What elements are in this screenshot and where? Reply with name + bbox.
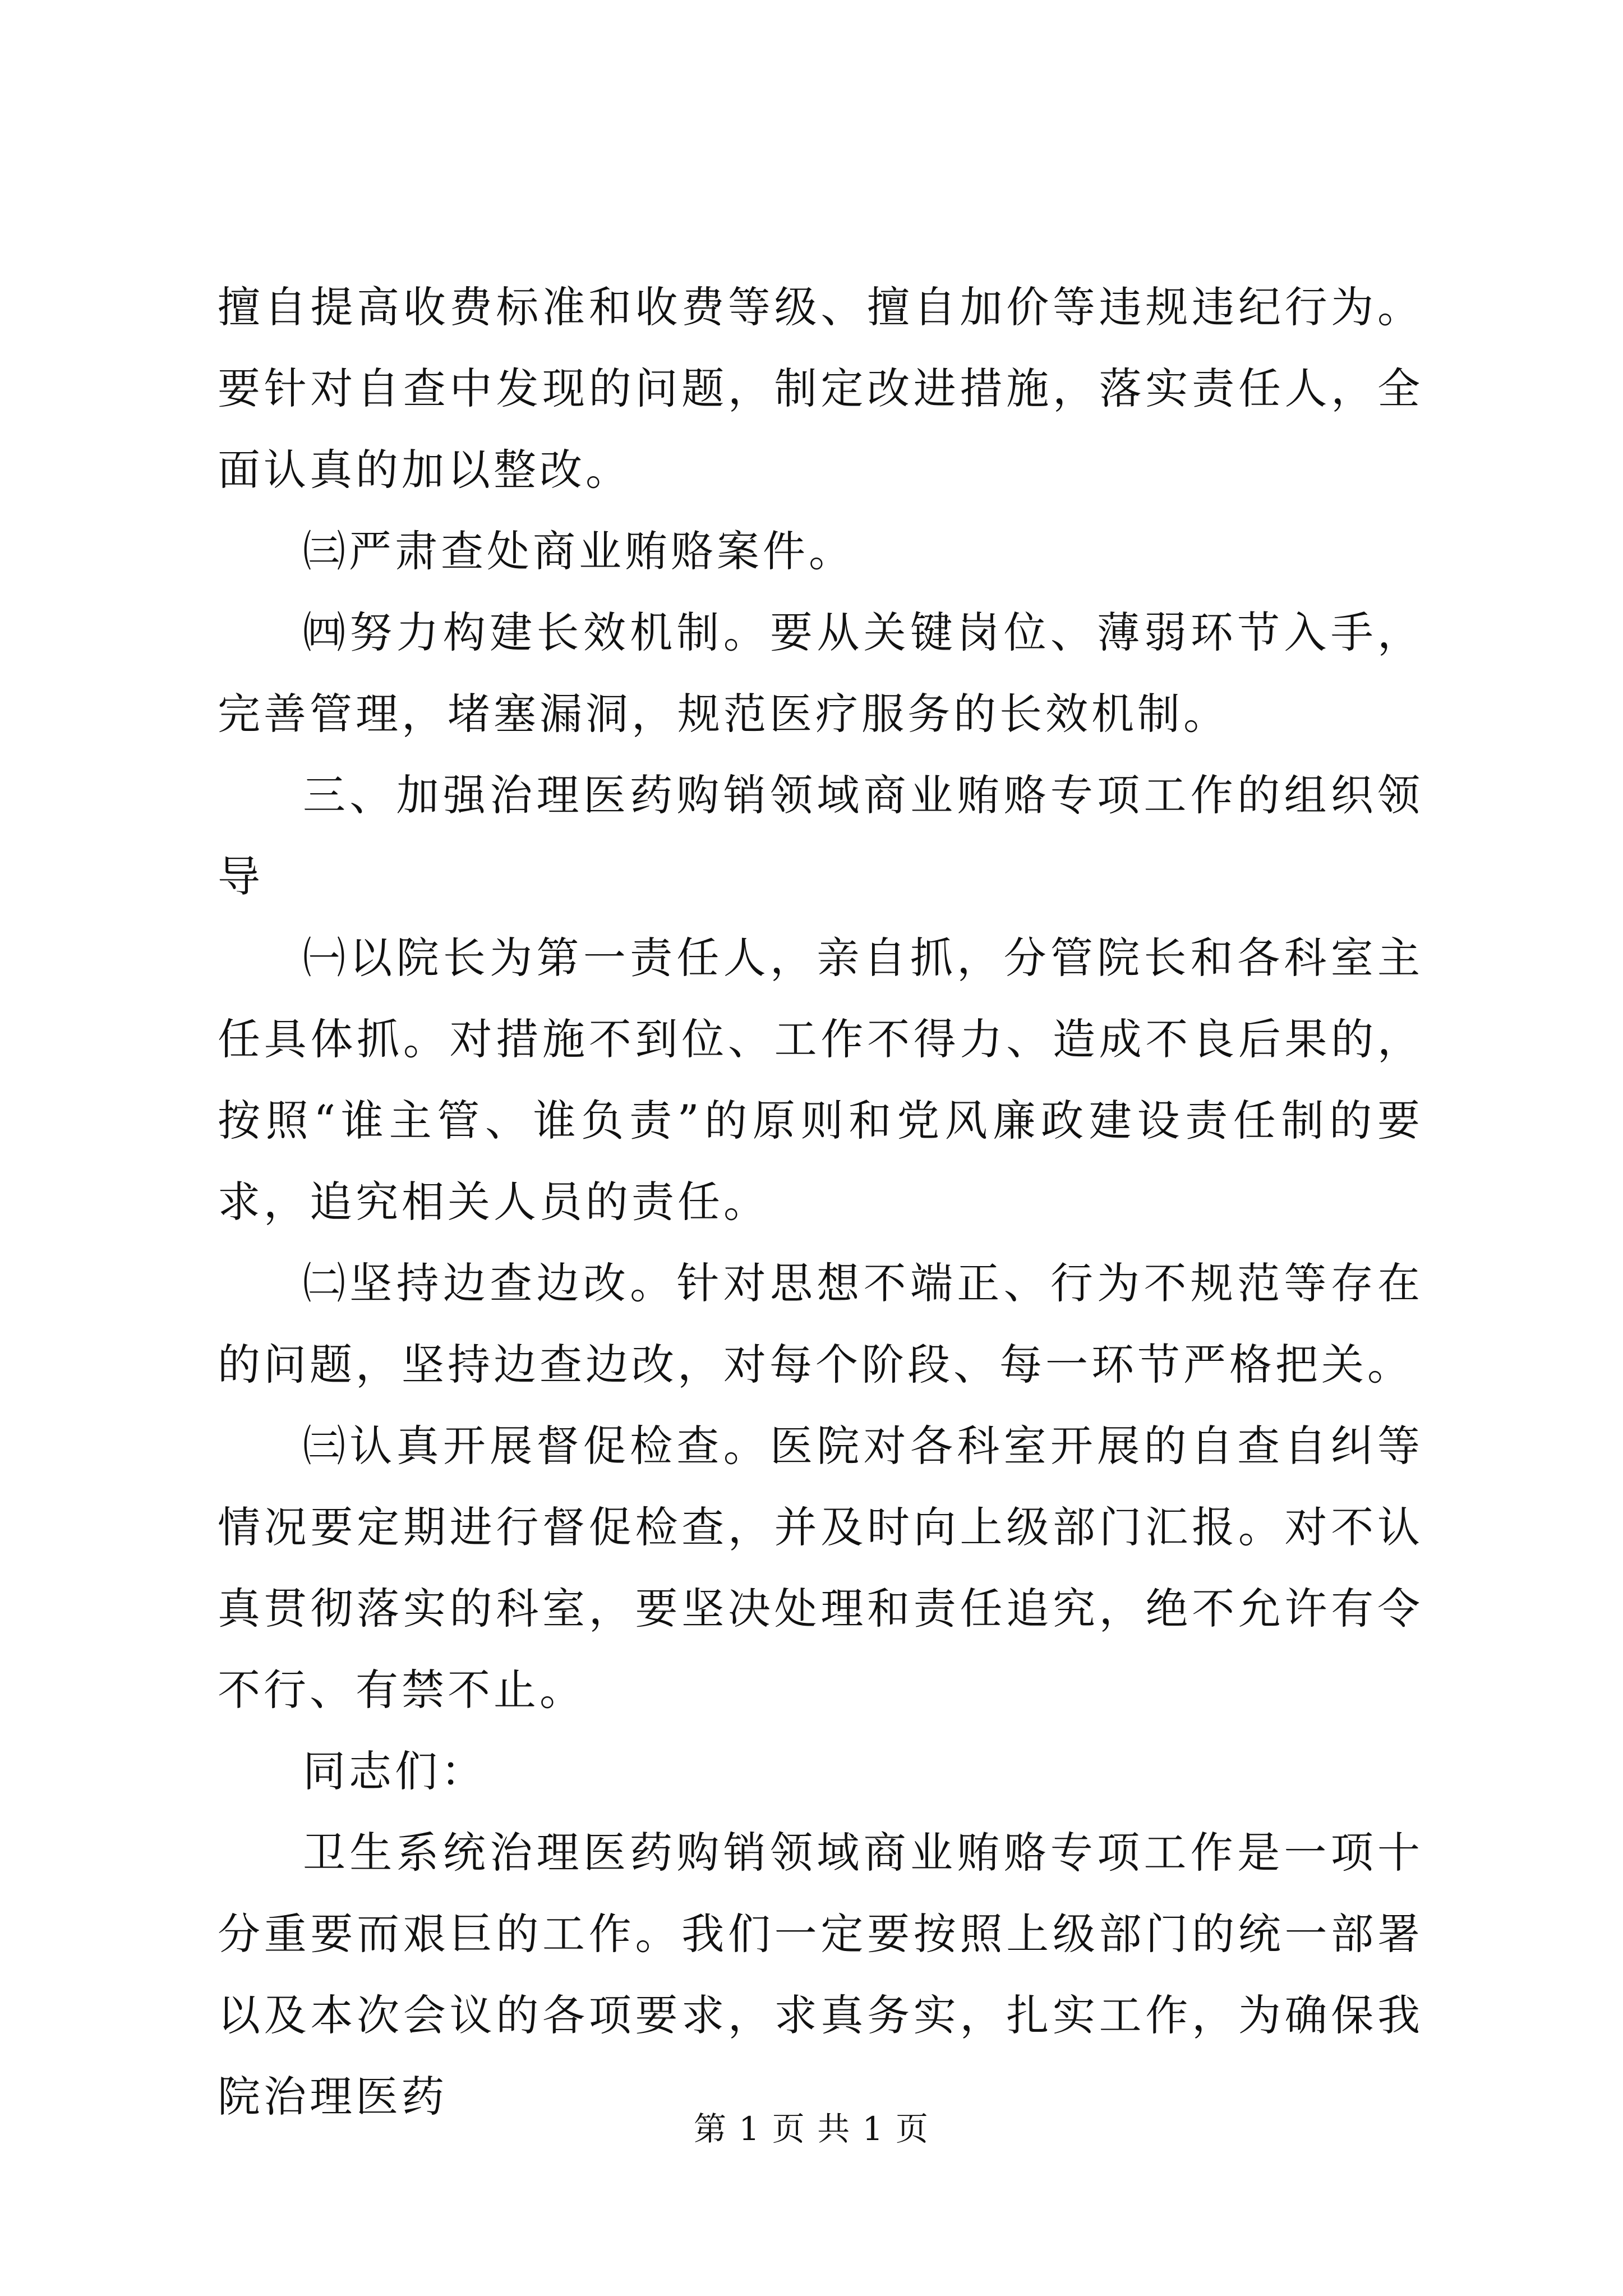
- section-heading-3: 三、加强治理医药购销领域商业贿赂专项工作的组织领导: [218, 770, 1423, 901]
- paragraph-item-1-leadership: ㈠以院长为第一责任人，亲自抓，分管院长和各科室主任具体抓。对措施不到位、工作不得力、造成不良后果的，按照“谁主管、谁负责”的原则和党风廉政建设责任制的要求，追究相关人员的责任。: [218, 933, 1423, 1227]
- paragraph-item-3-investigate: ㈢严肃查处商业贿赂案件。: [303, 526, 855, 576]
- page-footer: [0, 2106, 1623, 2151]
- paragraph-closing: 卫生系统治理医药购销领域商业贿赂专项工作是一项十分重要而艰巨的工作。我们一定要按照上级部门的统一部署以及本次会议的各项要求，求真务实，扎实工作，为确保我院治理医药: [218, 1828, 1423, 2122]
- paragraph-item-2-rectify: ㈡坚持边查边改。针对思想不端正、行为不规范等存在的问题，坚持边查边改，对每个阶段、每一环节严格把关。: [218, 1258, 1423, 1389]
- paragraph-continuation: 擅自提高收费标准和收费等级、擅自加价等违规违纪行为。要针对自查中发现的问题，制定改进措施，落实责任人，全面认真的加以整改。: [218, 282, 1423, 495]
- salutation: 同志们：: [303, 1746, 487, 1796]
- paragraph-item-4-mechanism: ㈣努力构建长效机制。要从关键岗位、薄弱环节入手，完善管理，堵塞漏洞，规范医疗服务的长效机制。: [218, 608, 1423, 739]
- page-number-label: 第 1 页 共 1 页: [694, 2110, 929, 2148]
- document-body: [218, 266, 1423, 2137]
- paragraph-item-3-supervise: ㈢认真开展督促检查。医院对各科室开展的自查自纠等情况要定期进行督促检查，并及时向上级部门汇报。对不认真贯彻落实的科室，要坚决处理和责任追究，绝不允许有令不行、有禁不止。: [218, 1421, 1423, 1715]
